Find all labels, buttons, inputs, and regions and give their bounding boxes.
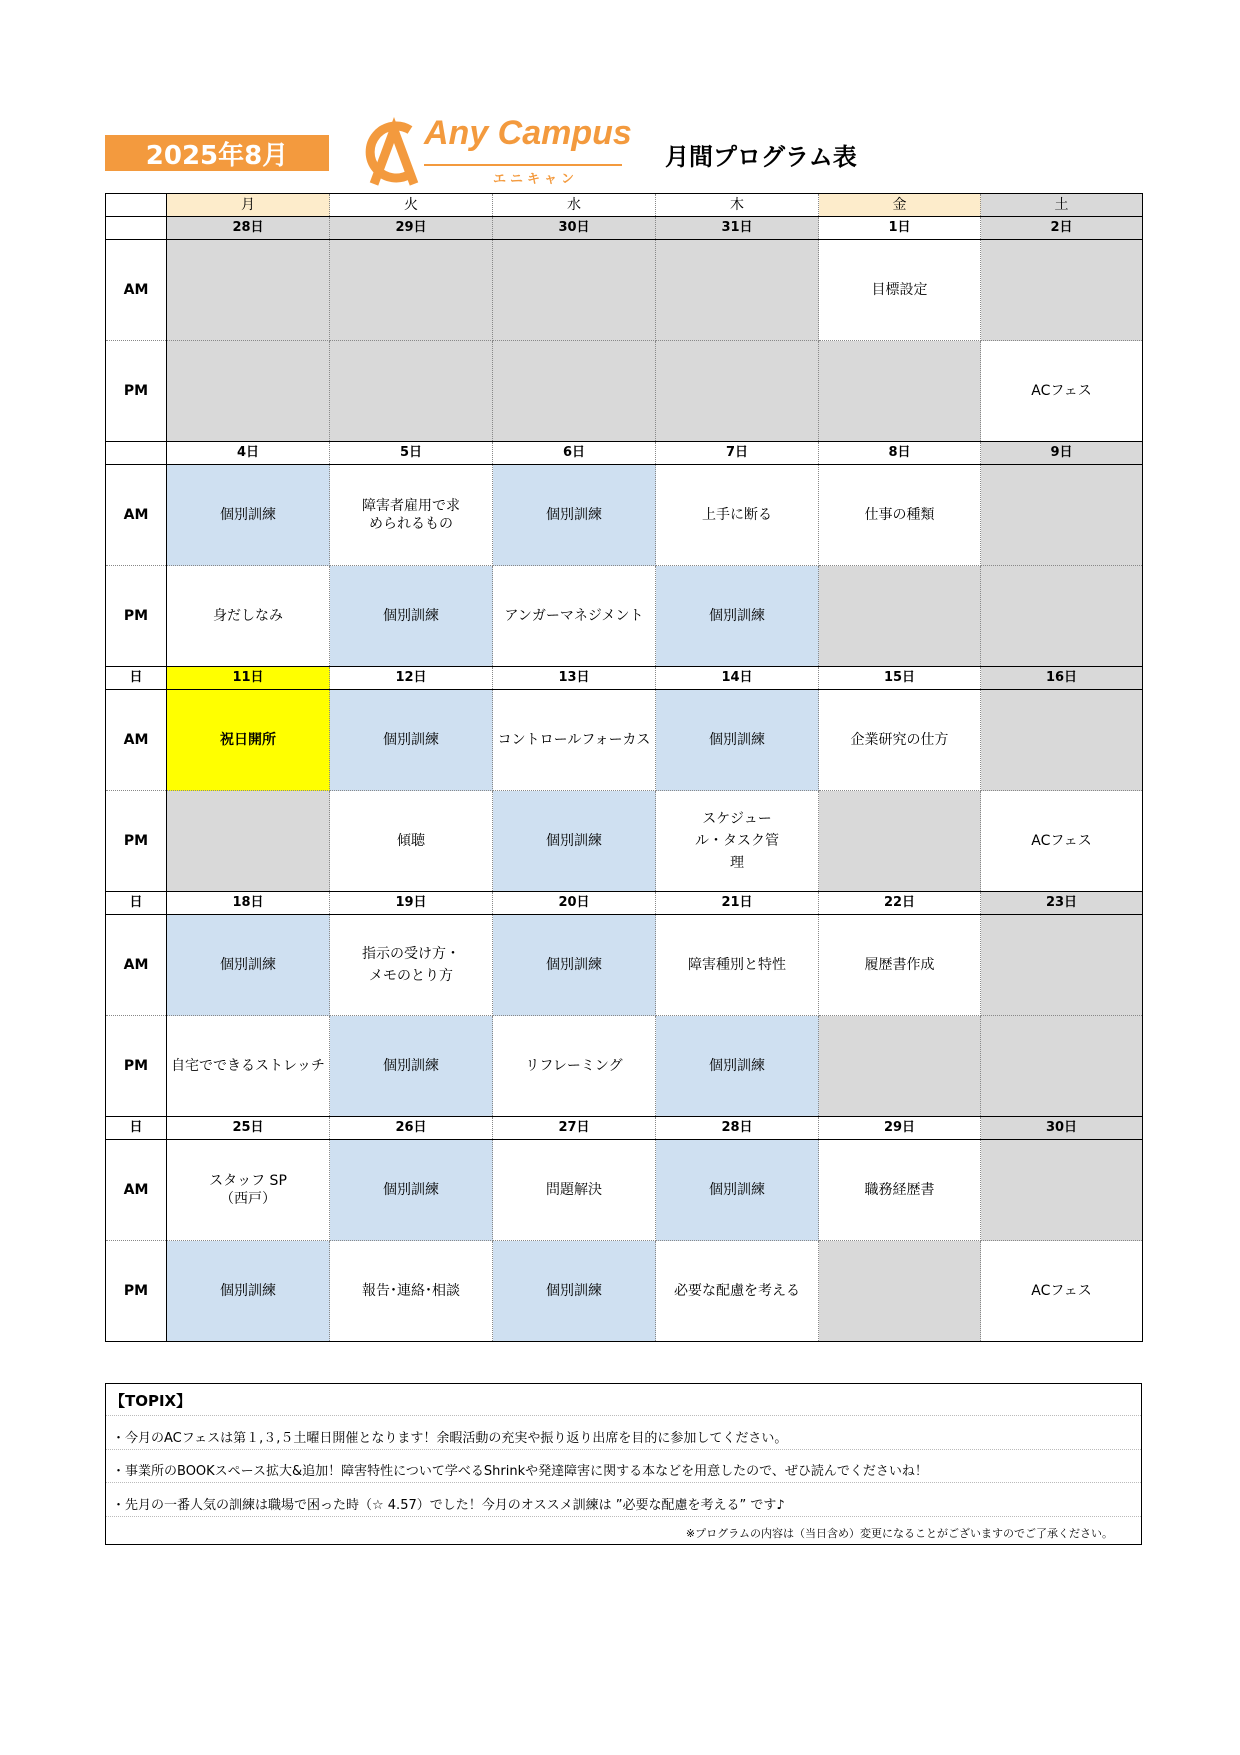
week-label bbox=[106, 217, 167, 240]
program-cell: 個別訓練 bbox=[330, 1140, 493, 1241]
program-cell: コントロールフォーカス bbox=[493, 690, 656, 791]
weekday-sat: 土 bbox=[981, 194, 1143, 217]
date-cell: 1日 bbox=[819, 217, 981, 240]
program-cell: 指示の受け方・メモのとり方 bbox=[330, 915, 493, 1016]
pm-label: PM bbox=[106, 566, 167, 667]
program-cell bbox=[819, 1241, 981, 1342]
program-cell: 個別訓練 bbox=[493, 791, 656, 892]
date-cell: 18日 bbox=[167, 892, 330, 915]
program-cell bbox=[981, 465, 1143, 566]
program-cell bbox=[656, 341, 819, 442]
am-row bbox=[106, 240, 1143, 341]
program-cell: 個別訓練 bbox=[493, 1241, 656, 1342]
program-cell: 職務経歴書 bbox=[819, 1140, 981, 1241]
program-cell bbox=[167, 791, 330, 892]
program-cell bbox=[167, 240, 330, 341]
date-cell: 8日 bbox=[819, 442, 981, 465]
program-cell bbox=[819, 1016, 981, 1117]
pm-row bbox=[106, 1241, 1143, 1342]
program-calendar bbox=[105, 193, 1143, 1342]
weekday-mon: 月 bbox=[167, 194, 330, 217]
date-row bbox=[106, 217, 1143, 240]
week-label: 日 bbox=[106, 667, 167, 690]
program-cell bbox=[819, 791, 981, 892]
program-cell: 上手に断る bbox=[656, 465, 819, 566]
program-cell: 個別訓練 bbox=[656, 1016, 819, 1117]
program-cell: 履歴書作成 bbox=[819, 915, 981, 1016]
pm-label: PM bbox=[106, 341, 167, 442]
date-cell: 4日 bbox=[167, 442, 330, 465]
logo-underline bbox=[424, 164, 622, 166]
program-cell: 個別訓練 bbox=[330, 1016, 493, 1117]
am-row bbox=[106, 690, 1143, 791]
date-cell: 9日 bbox=[981, 442, 1143, 465]
program-cell: 祝日開所 bbox=[167, 690, 330, 791]
date-cell: 29日 bbox=[330, 217, 493, 240]
corner-cell bbox=[106, 194, 167, 217]
date-cell: 27日 bbox=[493, 1117, 656, 1140]
disclaimer-note: ※プログラムの内容は（当日含め）変更になることがございますのでご了承ください。 bbox=[685, 1527, 1113, 1540]
pm-label: PM bbox=[106, 1016, 167, 1117]
program-cell bbox=[981, 566, 1143, 667]
program-cell: 個別訓練 bbox=[656, 690, 819, 791]
program-cell: 目標設定 bbox=[819, 240, 981, 341]
pm-label: PM bbox=[106, 1241, 167, 1342]
program-cell: ACフェス bbox=[981, 1241, 1143, 1342]
program-cell bbox=[981, 1016, 1143, 1117]
divider bbox=[106, 1516, 1141, 1517]
week-label: 日 bbox=[106, 892, 167, 915]
program-cell: 身だしなみ bbox=[167, 566, 330, 667]
pm-row bbox=[106, 341, 1143, 442]
program-cell bbox=[819, 341, 981, 442]
program-cell: スケジュール・タスク管理 bbox=[656, 791, 819, 892]
date-cell: 30日 bbox=[493, 217, 656, 240]
am-row bbox=[106, 915, 1143, 1016]
date-cell: 16日 bbox=[981, 667, 1143, 690]
program-cell: 仕事の種類 bbox=[819, 465, 981, 566]
date-row bbox=[106, 442, 1143, 465]
program-cell: 報告･連絡･相談 bbox=[330, 1241, 493, 1342]
program-cell bbox=[981, 240, 1143, 341]
am-row bbox=[106, 465, 1143, 566]
topix-title: 【TOPIX】 bbox=[110, 1392, 192, 1410]
date-cell: 28日 bbox=[656, 1117, 819, 1140]
am-label: AM bbox=[106, 690, 167, 791]
program-cell: 障害者雇用で求められるもの bbox=[330, 465, 493, 566]
program-cell bbox=[493, 240, 656, 341]
date-cell: 23日 bbox=[981, 892, 1143, 915]
program-cell bbox=[819, 566, 981, 667]
pm-row bbox=[106, 791, 1143, 892]
program-cell: 傾聴 bbox=[330, 791, 493, 892]
program-cell: 問題解決 bbox=[493, 1140, 656, 1241]
date-row bbox=[106, 892, 1143, 915]
divider bbox=[106, 1449, 1141, 1450]
weekday-header-row bbox=[106, 194, 1143, 217]
month-badge: 2025年8月 bbox=[105, 135, 329, 171]
date-row bbox=[106, 1117, 1143, 1140]
date-cell: 30日 bbox=[981, 1117, 1143, 1140]
program-cell: 個別訓練 bbox=[656, 1140, 819, 1241]
date-cell: 15日 bbox=[819, 667, 981, 690]
program-cell: 個別訓練 bbox=[330, 690, 493, 791]
program-cell: 個別訓練 bbox=[656, 566, 819, 667]
program-cell bbox=[330, 341, 493, 442]
date-cell: 21日 bbox=[656, 892, 819, 915]
pm-row bbox=[106, 566, 1143, 667]
program-cell: アンガーマネジメント bbox=[493, 566, 656, 667]
program-cell: 個別訓練 bbox=[167, 1241, 330, 1342]
date-row bbox=[106, 667, 1143, 690]
date-cell: 5日 bbox=[330, 442, 493, 465]
am-label: AM bbox=[106, 915, 167, 1016]
program-cell bbox=[981, 1140, 1143, 1241]
program-cell bbox=[981, 915, 1143, 1016]
logo-subtext: エニキャン bbox=[493, 172, 579, 187]
program-cell: ACフェス bbox=[981, 341, 1143, 442]
program-cell: 企業研究の仕方 bbox=[819, 690, 981, 791]
topix-item: ・今月のACフェスは第１,３,５土曜日開催となります！余暇活動の充実や振り返り出席を目的に参加してください。 bbox=[112, 1431, 788, 1446]
topix-item: ・先月の一番人気の訓練は職場で困った時（☆ 4.57）でした！今月のオススメ訓練は ”必要な配慮を考える” です♪ bbox=[112, 1498, 785, 1513]
date-cell: 29日 bbox=[819, 1117, 981, 1140]
program-cell bbox=[981, 690, 1143, 791]
date-cell: 19日 bbox=[330, 892, 493, 915]
pm-label: PM bbox=[106, 791, 167, 892]
date-cell: 12日 bbox=[330, 667, 493, 690]
date-cell: 28日 bbox=[167, 217, 330, 240]
program-cell: 個別訓練 bbox=[493, 465, 656, 566]
program-cell: 自宅でできるストレッチ bbox=[167, 1016, 330, 1117]
date-cell: 13日 bbox=[493, 667, 656, 690]
program-cell: 障害種別と特性 bbox=[656, 915, 819, 1016]
logo-text: Any Campus bbox=[424, 114, 632, 152]
program-cell bbox=[656, 240, 819, 341]
program-cell: 必要な配慮を考える bbox=[656, 1241, 819, 1342]
date-cell: 25日 bbox=[167, 1117, 330, 1140]
date-cell: 26日 bbox=[330, 1117, 493, 1140]
program-cell: 個別訓練 bbox=[330, 566, 493, 667]
program-cell bbox=[330, 240, 493, 341]
topix-item: ・事業所のBOOKスペース拡大&追加！障害特性について学べるShrinkや発達障害に関する本などを用意したので、ぜひ読んでくださいね！ bbox=[112, 1464, 928, 1479]
program-cell: 個別訓練 bbox=[493, 915, 656, 1016]
logo-mark-icon bbox=[358, 112, 424, 190]
program-cell: 個別訓練 bbox=[167, 465, 330, 566]
program-cell bbox=[167, 341, 330, 442]
am-label: AM bbox=[106, 465, 167, 566]
program-cell: 個別訓練 bbox=[167, 915, 330, 1016]
date-cell: 11日 bbox=[167, 667, 330, 690]
am-label: AM bbox=[106, 240, 167, 341]
date-cell: 6日 bbox=[493, 442, 656, 465]
date-cell: 20日 bbox=[493, 892, 656, 915]
date-cell: 7日 bbox=[656, 442, 819, 465]
program-cell bbox=[493, 341, 656, 442]
page-title: 月間プログラム表 bbox=[665, 143, 857, 171]
date-cell: 22日 bbox=[819, 892, 981, 915]
weekday-wed: 水 bbox=[493, 194, 656, 217]
date-cell: 14日 bbox=[656, 667, 819, 690]
pm-row bbox=[106, 1016, 1143, 1117]
weekday-fri: 金 bbox=[819, 194, 981, 217]
divider bbox=[106, 1482, 1141, 1483]
topix-box bbox=[105, 1383, 1142, 1545]
week-label bbox=[106, 442, 167, 465]
weekday-thu: 木 bbox=[656, 194, 819, 217]
program-cell: ACフェス bbox=[981, 791, 1143, 892]
am-label: AM bbox=[106, 1140, 167, 1241]
divider bbox=[106, 1415, 1141, 1416]
am-row bbox=[106, 1140, 1143, 1241]
week-label: 日 bbox=[106, 1117, 167, 1140]
date-cell: 31日 bbox=[656, 217, 819, 240]
weekday-tue: 火 bbox=[330, 194, 493, 217]
program-cell: スタッフ SP（西戸） bbox=[167, 1140, 330, 1241]
any-campus-logo bbox=[358, 112, 638, 190]
date-cell: 2日 bbox=[981, 217, 1143, 240]
program-cell: リフレーミング bbox=[493, 1016, 656, 1117]
